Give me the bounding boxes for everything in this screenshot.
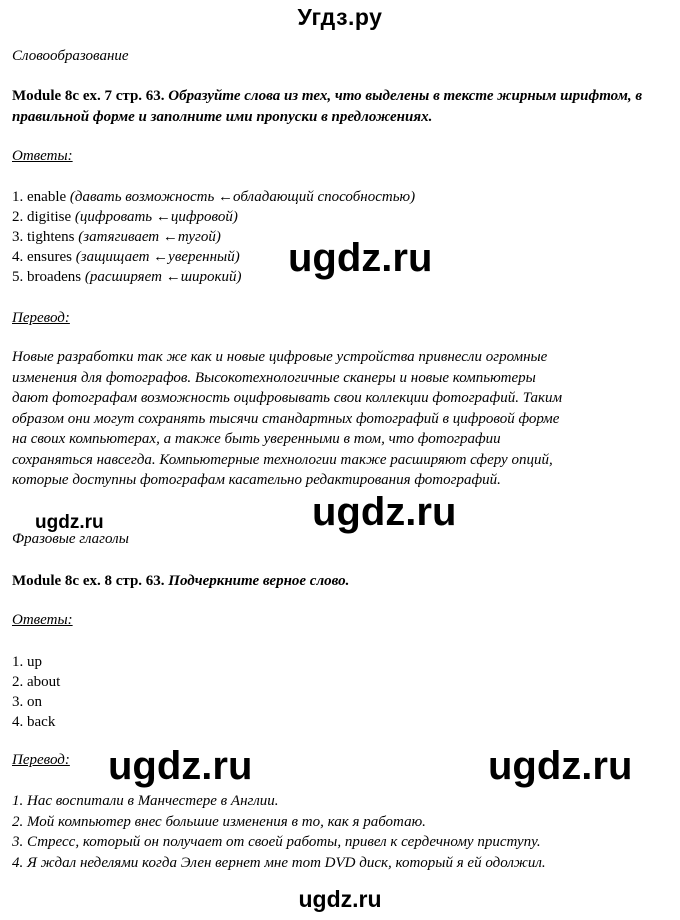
arrow-left-icon: ← — [155, 209, 171, 225]
answer-translation-left: (расширяет — [84, 269, 162, 285]
watermark-logo: ugdz.ru — [488, 744, 633, 788]
answer-word: tightens — [27, 229, 75, 245]
arrow-left-icon: ← — [153, 249, 169, 265]
footer-watermark: ugdz.ru — [298, 886, 382, 912]
answer-word: digitise — [27, 209, 72, 225]
translation-line: изменения для фотографов. Высокотехнологичные сканеры и новые компьютеры — [12, 369, 536, 386]
answer-translation-right: цифровой) — [170, 209, 238, 225]
answer-num: 5. — [12, 269, 24, 285]
answer-translation-left: (цифровать — [74, 209, 153, 225]
watermark-logo: ugdz.ru — [108, 744, 253, 788]
watermark-logo: ugdz.ru — [312, 490, 457, 534]
translation-paragraph-1 — [12, 347, 672, 491]
translation-list-2 — [12, 791, 546, 873]
translation-sentence: 3. Стресс, который он получает от своей работы, привел к сердечному приступу. — [12, 834, 541, 850]
answer-translation-left: (давать возможность — [69, 189, 215, 205]
translation-line: которые доступны фотографам касательно редактирования фотографий. — [12, 472, 501, 488]
answer-translation-right: уверенный) — [168, 249, 240, 265]
answer-translation-right: обладающий способностью) — [233, 189, 416, 205]
answer-word: ensures — [27, 249, 72, 265]
translation-line: образом они могут сохранять тысячи стандартных фотографий в цифровой форме — [12, 410, 560, 427]
task-ex8-ref: Module 8c ex. 8 стр. 63. — [12, 573, 165, 589]
translation-line: на своих компьютерах, а также быть уверенными в том, что фотографии — [12, 431, 501, 447]
answers-list-2 — [12, 652, 60, 732]
answer-item-3: 3. on — [12, 694, 42, 710]
task-ex8 — [12, 571, 668, 592]
site-header: Угдз.ру — [297, 4, 383, 30]
answer-translation-right: тугой) — [177, 229, 221, 245]
watermark-logo: ugdz.ru — [35, 512, 104, 533]
answer-item-1: 1. up — [12, 654, 42, 670]
translation-sentence: 2. Мой компьютер внес большие изменения в то, как я работаю. — [12, 813, 426, 830]
translation-heading-2: Перевод: — [12, 752, 70, 768]
task-ex7-ref: Module 8c ex. 7 стр. 63. — [12, 88, 165, 104]
answer-item-4: 4. back — [12, 714, 56, 730]
task-ex7-text: Образуйте слова из тех, что выделены в тексте жирным шрифтом, в правильной форме и заполните ими пропуски в предложениях. — [12, 88, 643, 125]
answer-num: 4. — [12, 249, 24, 265]
arrow-left-icon: ← — [162, 229, 178, 245]
answer-translation-left: (защищает — [75, 249, 150, 265]
translation-line: дают фотографам возможность оцифровывать свои коллекции фотографий. Таким — [12, 390, 563, 406]
watermark-logo: ugdz.ru — [288, 236, 433, 280]
answer-word: enable — [27, 189, 67, 205]
translation-line: сохраняться навсегда. Компьютерные технологии также расширяют сферу опций, — [12, 451, 553, 468]
answer-num: 3. — [12, 229, 24, 245]
section-title-word-formation: Словообразование — [12, 48, 129, 64]
translation-sentence: 4. Я ждал неделями когда Элен вернет мне тот DVD диск, который я ей одолжил. — [12, 854, 546, 871]
answer-word: broadens — [27, 269, 82, 285]
answer-item-2 — [12, 207, 415, 227]
section-title-phrasal-verbs: Фразовые глаголы — [12, 531, 129, 547]
task-ex7 — [12, 86, 668, 128]
answers-heading-1: Ответы: — [12, 148, 73, 164]
answer-translation-left: (затягивает — [78, 229, 160, 245]
answer-translation-right: широкий) — [180, 269, 242, 285]
answer-item-2: 2. about — [12, 674, 61, 690]
task-ex8-text: Подчеркните верное слово. — [168, 573, 350, 589]
answers-heading-2: Ответы: — [12, 612, 73, 628]
translation-line: Новые разработки так же как и новые цифровые устройства привнесли огромные — [12, 349, 548, 365]
answer-item-1 — [12, 187, 415, 207]
answer-num: 2. — [12, 209, 24, 225]
arrow-left-icon: ← — [218, 189, 234, 205]
translation-heading-1: Перевод: — [12, 310, 70, 326]
translation-sentence: 1. Нас воспитали в Манчестере в Англии. — [12, 793, 279, 809]
answer-num: 1. — [12, 189, 24, 205]
arrow-left-icon: ← — [165, 269, 181, 285]
